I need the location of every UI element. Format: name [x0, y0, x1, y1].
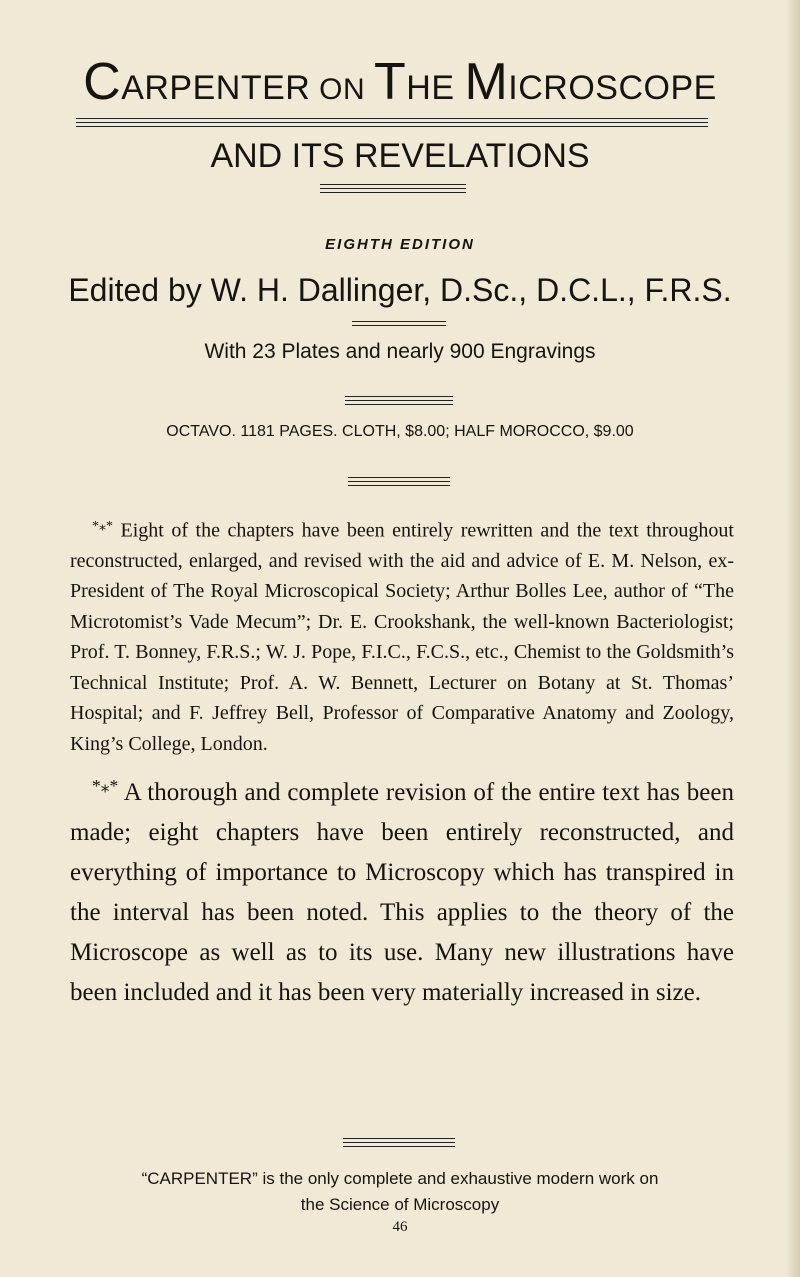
title-initial-c: C	[83, 53, 122, 111]
footer-line-1: “CARPENTER” is the only complete and exhaustive modern work on	[141, 1169, 659, 1188]
price-rule-2	[348, 481, 450, 482]
plates-rule-2	[345, 400, 453, 401]
footer-rule-3	[343, 1146, 455, 1147]
footer-rule-2	[343, 1142, 455, 1143]
title-initial-m: M	[464, 53, 509, 111]
footer-note	[0, 1166, 800, 1218]
title-rule-3	[76, 126, 708, 127]
title-rule-2	[76, 122, 708, 123]
page-title	[0, 52, 800, 120]
title-on: ON	[310, 73, 375, 106]
subtitle-rule-2	[320, 188, 466, 189]
subtitle-rule-3	[320, 192, 466, 193]
subtitle: AND ITS REVELATIONS	[210, 137, 590, 175]
title-the: HE	[406, 69, 465, 107]
revision-paragraph-text: Eight of the chapters have been entirely rewritten and the text throughout reconstructed, enlarged, and revised with the aid and advice of E. M. Nelson, ex-President of The Royal Microscopical Society; Arthur Bolles Lee, author of “The Microtomist’s Vade Mecum”; Dr. E. Crookshank, the well-known Bacteriologist; Prof. T. Bonney, F.R.S.; W. J. Pope, F.I.C., F.C.S., etc., Chemist to the Goldsmith’s Technical Institute; Prof. A. W. Bennett, Lecturer on Botany at St. Thomas’ Hospital; and F. Jeffrey Bell, Professor of Comparative Anatomy and Zoology, King’s College, London.	[70, 519, 734, 755]
plates-rule-3	[345, 404, 453, 405]
description-paragraph-text: A thorough and complete revision of the entire text has been made; eight chapters have been entirely reconstructed, and everything of importance to Microscopy which has transpired in the interval has been noted. This applies to the theory of the Microscope as well as to its use. Many new illustrations have been included and it has been very materially increased in size.	[70, 778, 734, 1006]
title-carpenter: ARPENTER	[121, 69, 311, 107]
price-line: OCTAVO. 1181 PAGES. CLOTH, $8.00; HALF MOROCCO, $9.00	[166, 423, 634, 440]
footer-line-2: the Science of Microscopy	[300, 1195, 500, 1214]
edition-label: EIGHTH EDITION	[325, 236, 475, 253]
revision-paragraph	[70, 512, 734, 759]
plates-rule-1	[345, 396, 453, 397]
editor-rule-2	[352, 325, 446, 326]
editor-line: Edited by W. H. Dallinger, D.Sc., D.C.L., F.R.S.	[68, 272, 732, 308]
footer-rule-1	[343, 1138, 455, 1139]
page-number: 46	[392, 1219, 408, 1235]
price-rule-1	[348, 477, 450, 478]
price-rule-3	[348, 485, 450, 486]
editor-rule-1	[352, 321, 446, 322]
description-paragraph	[70, 766, 734, 1013]
asterism-2: *⁎*	[92, 776, 119, 796]
title-microscope: ICROSCOPE	[508, 69, 717, 107]
title-rule-1	[76, 118, 708, 119]
subtitle-rule-1	[320, 184, 466, 185]
page-edge-shadow	[786, 0, 800, 1277]
asterism-1: *⁎*	[92, 519, 113, 534]
title-initial-t: T	[374, 53, 407, 111]
plates-line: With 23 Plates and nearly 900 Engravings	[204, 340, 596, 363]
